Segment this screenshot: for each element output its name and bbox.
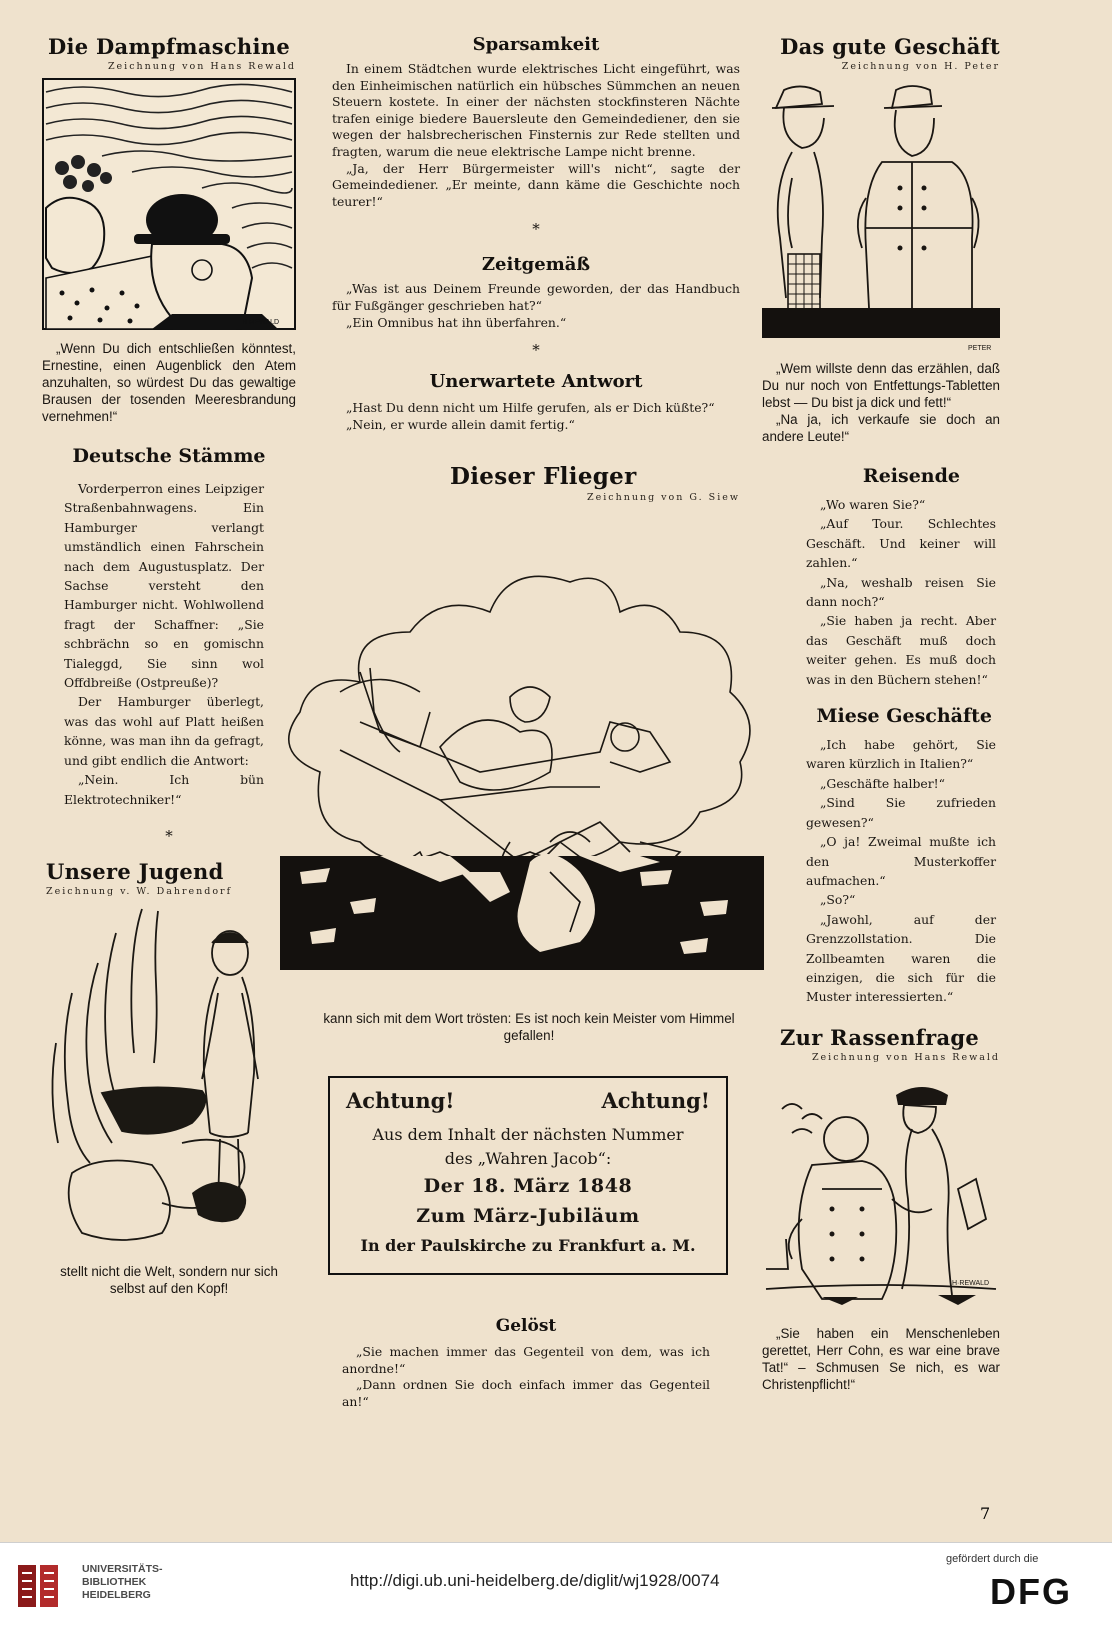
zeitgemaess-title: Zeitgemäß [481, 254, 591, 276]
miese-geschaefte-p2: „Geschäfte halber!“ [820, 775, 945, 791]
library-name [82, 1563, 163, 1602]
deutsche-staemme-p1: Vorderperron eines Leipziger Straßenbahnwagens. Ein Hamburger verlangt umständlich einen Fahrschein nach dem Augustusplatz. Der Sachse versteht den Hamburger nicht. Wohlwollend fragt der Schaffner: „Sie schbrächn so en gomischn Tialeggd, Sie sinn wol Offdbreiße (Ostpreuße)? [64, 481, 264, 691]
deutsche-staemme-p2: Der Hamburger überlegt, was das wohl auf Platt heißen könne, was man ihn da gefragt, und gibt endlich die Antwort: [64, 694, 264, 768]
sparsamkeit-p1: In einem Städtchen wurde elektrisches Licht eingeführt, was den Einheimischen natürlich ein hübsches Sümmchen an neuen Steuern kostete. In einer der nächsten stockfinsteren Nächte trafen einige biedere Bauersleute den Gemeindediener, den sie wegen der halsbrecherischen Finsternis zur Rede stellten und fragten, warum die neue elektrische Lampe nicht brenne. [332, 61, 740, 159]
separator-star: * [165, 826, 173, 845]
achtung-bold-1: Der 18. März 1848 [423, 1175, 633, 1197]
miese-geschaefte-p1: „Ich habe gehört, Sie waren kürzlich in Italien?“ [806, 737, 996, 772]
achtung-left: Achtung! [346, 1088, 455, 1113]
gute-geschaeft-caption-2: „Na ja, ich verkaufe sie doch an andere Leute!“ [762, 412, 1000, 444]
miese-geschaefte-p3: „Sind Sie zufrieden gewesen?“ [806, 795, 996, 830]
dieser-flieger-credit: Zeichnung von G. Siew [587, 492, 740, 504]
library-line-2: BIBLIOTHEK [82, 1576, 147, 1588]
dampfmaschine-caption: „Wenn Du dich entschließen könntest, Ernestine, einen Augenblick den Atem anzuhalten, so würdest Du das gewaltige Brausen der tosenden Meeresbrandung vernehmen!“ [42, 341, 296, 424]
dampfmaschine-credit: Zeichnung von Hans Rewald [107, 61, 296, 72]
library-line-1: UNIVERSITÄTS- [82, 1563, 163, 1575]
geloest-p2: „Dann ordnen Sie doch einfach immer das Gegenteil an!“ [342, 1377, 710, 1409]
reisende-p1: „Wo waren Sie?“ [820, 497, 926, 512]
zeitgemaess-p1: „Was ist aus Deinem Freunde geworden, der das Handbuch für Fußgänger geschrieben hat?“ [332, 281, 740, 313]
rassenfrage-title: Zur Rassenfrage [780, 1024, 980, 1050]
rassenfrage-illustration [762, 1069, 1000, 1321]
university-seal-icon [14, 1561, 70, 1611]
geloest-title: Gelöst [495, 1316, 557, 1336]
dieser-flieger-title: Dieser Flieger [450, 463, 637, 491]
unsere-jugend-credit: Zeichnung v. W. Dahrendorf [46, 885, 233, 897]
digital-url-link[interactable]: http://digi.ub.uni-heidelberg.de/diglit/wj1928/0074 [350, 1571, 720, 1590]
footer-bar [0, 1542, 1112, 1627]
unerwartete-antwort-p1: „Hast Du denn nicht um Hilfe gerufen, als er Dich küßte?“ [346, 400, 715, 416]
zeitgemaess-p2: „Ein Omnibus hat ihn überfahren.“ [346, 314, 567, 330]
miese-geschaefte-p5: „So?“ [820, 892, 856, 908]
dampfmaschine-signature: H·REWALD [242, 319, 280, 326]
separator-star: * [532, 341, 540, 360]
reisende-p4: „Sie haben ja recht. Aber das Geschäft muß doch weiter gehen. Es muß doch was in den Büchern stehen!“ [806, 613, 996, 687]
unerwartete-antwort-p2: „Nein, er wurde allein damit fertig.“ [346, 416, 575, 432]
left-column [42, 34, 296, 1297]
sparsamkeit-p2: „Ja, der Herr Bürgermeister will's nicht“, sagte der Gemeindediener. „Er meinte, dann käme die Geschichte noch teurer!“ [332, 160, 740, 209]
gute-geschaeft-title: Das gute Geschäft [780, 34, 1000, 59]
unsere-jugend-caption: stellt nicht die Welt, sondern nur sich selbst auf den Kopf! [60, 1263, 278, 1296]
page-number: 7 [980, 1504, 991, 1523]
unsere-jugend-illustration [42, 903, 296, 1257]
library-line-3: HEIDELBERG [82, 1589, 151, 1601]
geloest-p1: „Sie machen immer das Gegenteil von dem, was ich anordne!“ [342, 1344, 710, 1376]
reisende-p3: „Na, weshalb reisen Sie dann noch?“ [806, 574, 996, 610]
separator-star: * [532, 220, 540, 239]
middle-column-lower [306, 1010, 752, 1044]
achtung-box-wrap [328, 1076, 728, 1275]
gute-geschaeft-illustration [762, 78, 1000, 354]
dampfmaschine-illustration [42, 78, 296, 330]
miese-geschaefte-title: Miese Geschäfte [816, 705, 992, 728]
gute-geschaeft-signature: PETER [968, 345, 992, 352]
unerwartete-antwort-title: Unerwartete Antwort [429, 371, 643, 393]
dampfmaschine-title: Die Dampfmaschine [47, 34, 291, 59]
funded-by-label: gefördert durch die [946, 1553, 1039, 1565]
miese-geschaefte-p4: „O ja! Zweimal mußte ich den Musterkoffer aufmachen.“ [806, 834, 996, 888]
unsere-jugend-title: Unsere Jugend [46, 858, 224, 884]
dieser-flieger-caption: kann sich mit dem Wort trösten: Es ist noch kein Meister vom Himmel gefallen! [323, 1011, 735, 1043]
miese-geschaefte-p6: „Jawohl, auf der Grenzzollstation. Die Zollbeamten waren die einzigen, die sich für die Muster interessierten.“ [806, 911, 996, 1005]
achtung-line-2: des „Wahren Jacob“: [444, 1149, 612, 1168]
right-column [762, 34, 1000, 1393]
achtung-box [328, 1076, 728, 1275]
gute-geschaeft-credit: Zeichnung von H. Peter [841, 61, 1000, 72]
gute-geschaeft-caption-1: „Wem willste denn das erzählen, daß Du nur noch von Entfettungs-Tabletten lebst — Du bist ja dick und fett!“ [762, 361, 1000, 410]
rassenfrage-credit: Zeichnung von Hans Rewald [811, 1051, 1000, 1063]
achtung-right: Achtung! [601, 1088, 710, 1113]
dieser-flieger-illustration [280, 572, 764, 970]
rassenfrage-signature: H·REWALD [952, 1279, 990, 1287]
sparsamkeit-title: Sparsamkeit [472, 34, 600, 55]
middle-column-bottom [342, 1316, 710, 1410]
achtung-bold-3: In der Paulskirche zu Frankfurt a. M. [360, 1236, 696, 1255]
rassenfrage-caption: „Sie haben ein Menschenleben gerettet, Herr Cohn, es war eine brave Tat!“ – Schmusen Se nich, es war Christenpflicht!“ [762, 1325, 1000, 1392]
achtung-bold-2: Zum März-Jubiläum [416, 1205, 640, 1227]
reisende-title: Reisende [862, 465, 960, 487]
achtung-line-1: Aus dem Inhalt der nächsten Nummer [372, 1125, 684, 1144]
deutsche-staemme-title: Deutsche Stämme [72, 445, 266, 467]
reisende-p2: „Auf Tour. Schlechtes Geschäft. Und keiner will zahlen.“ [806, 516, 996, 571]
dfg-logo: DFG [990, 1571, 1072, 1612]
middle-column [332, 34, 740, 509]
deutsche-staemme-p3: „Nein. Ich bün Elektrotechniker!“ [64, 772, 264, 807]
